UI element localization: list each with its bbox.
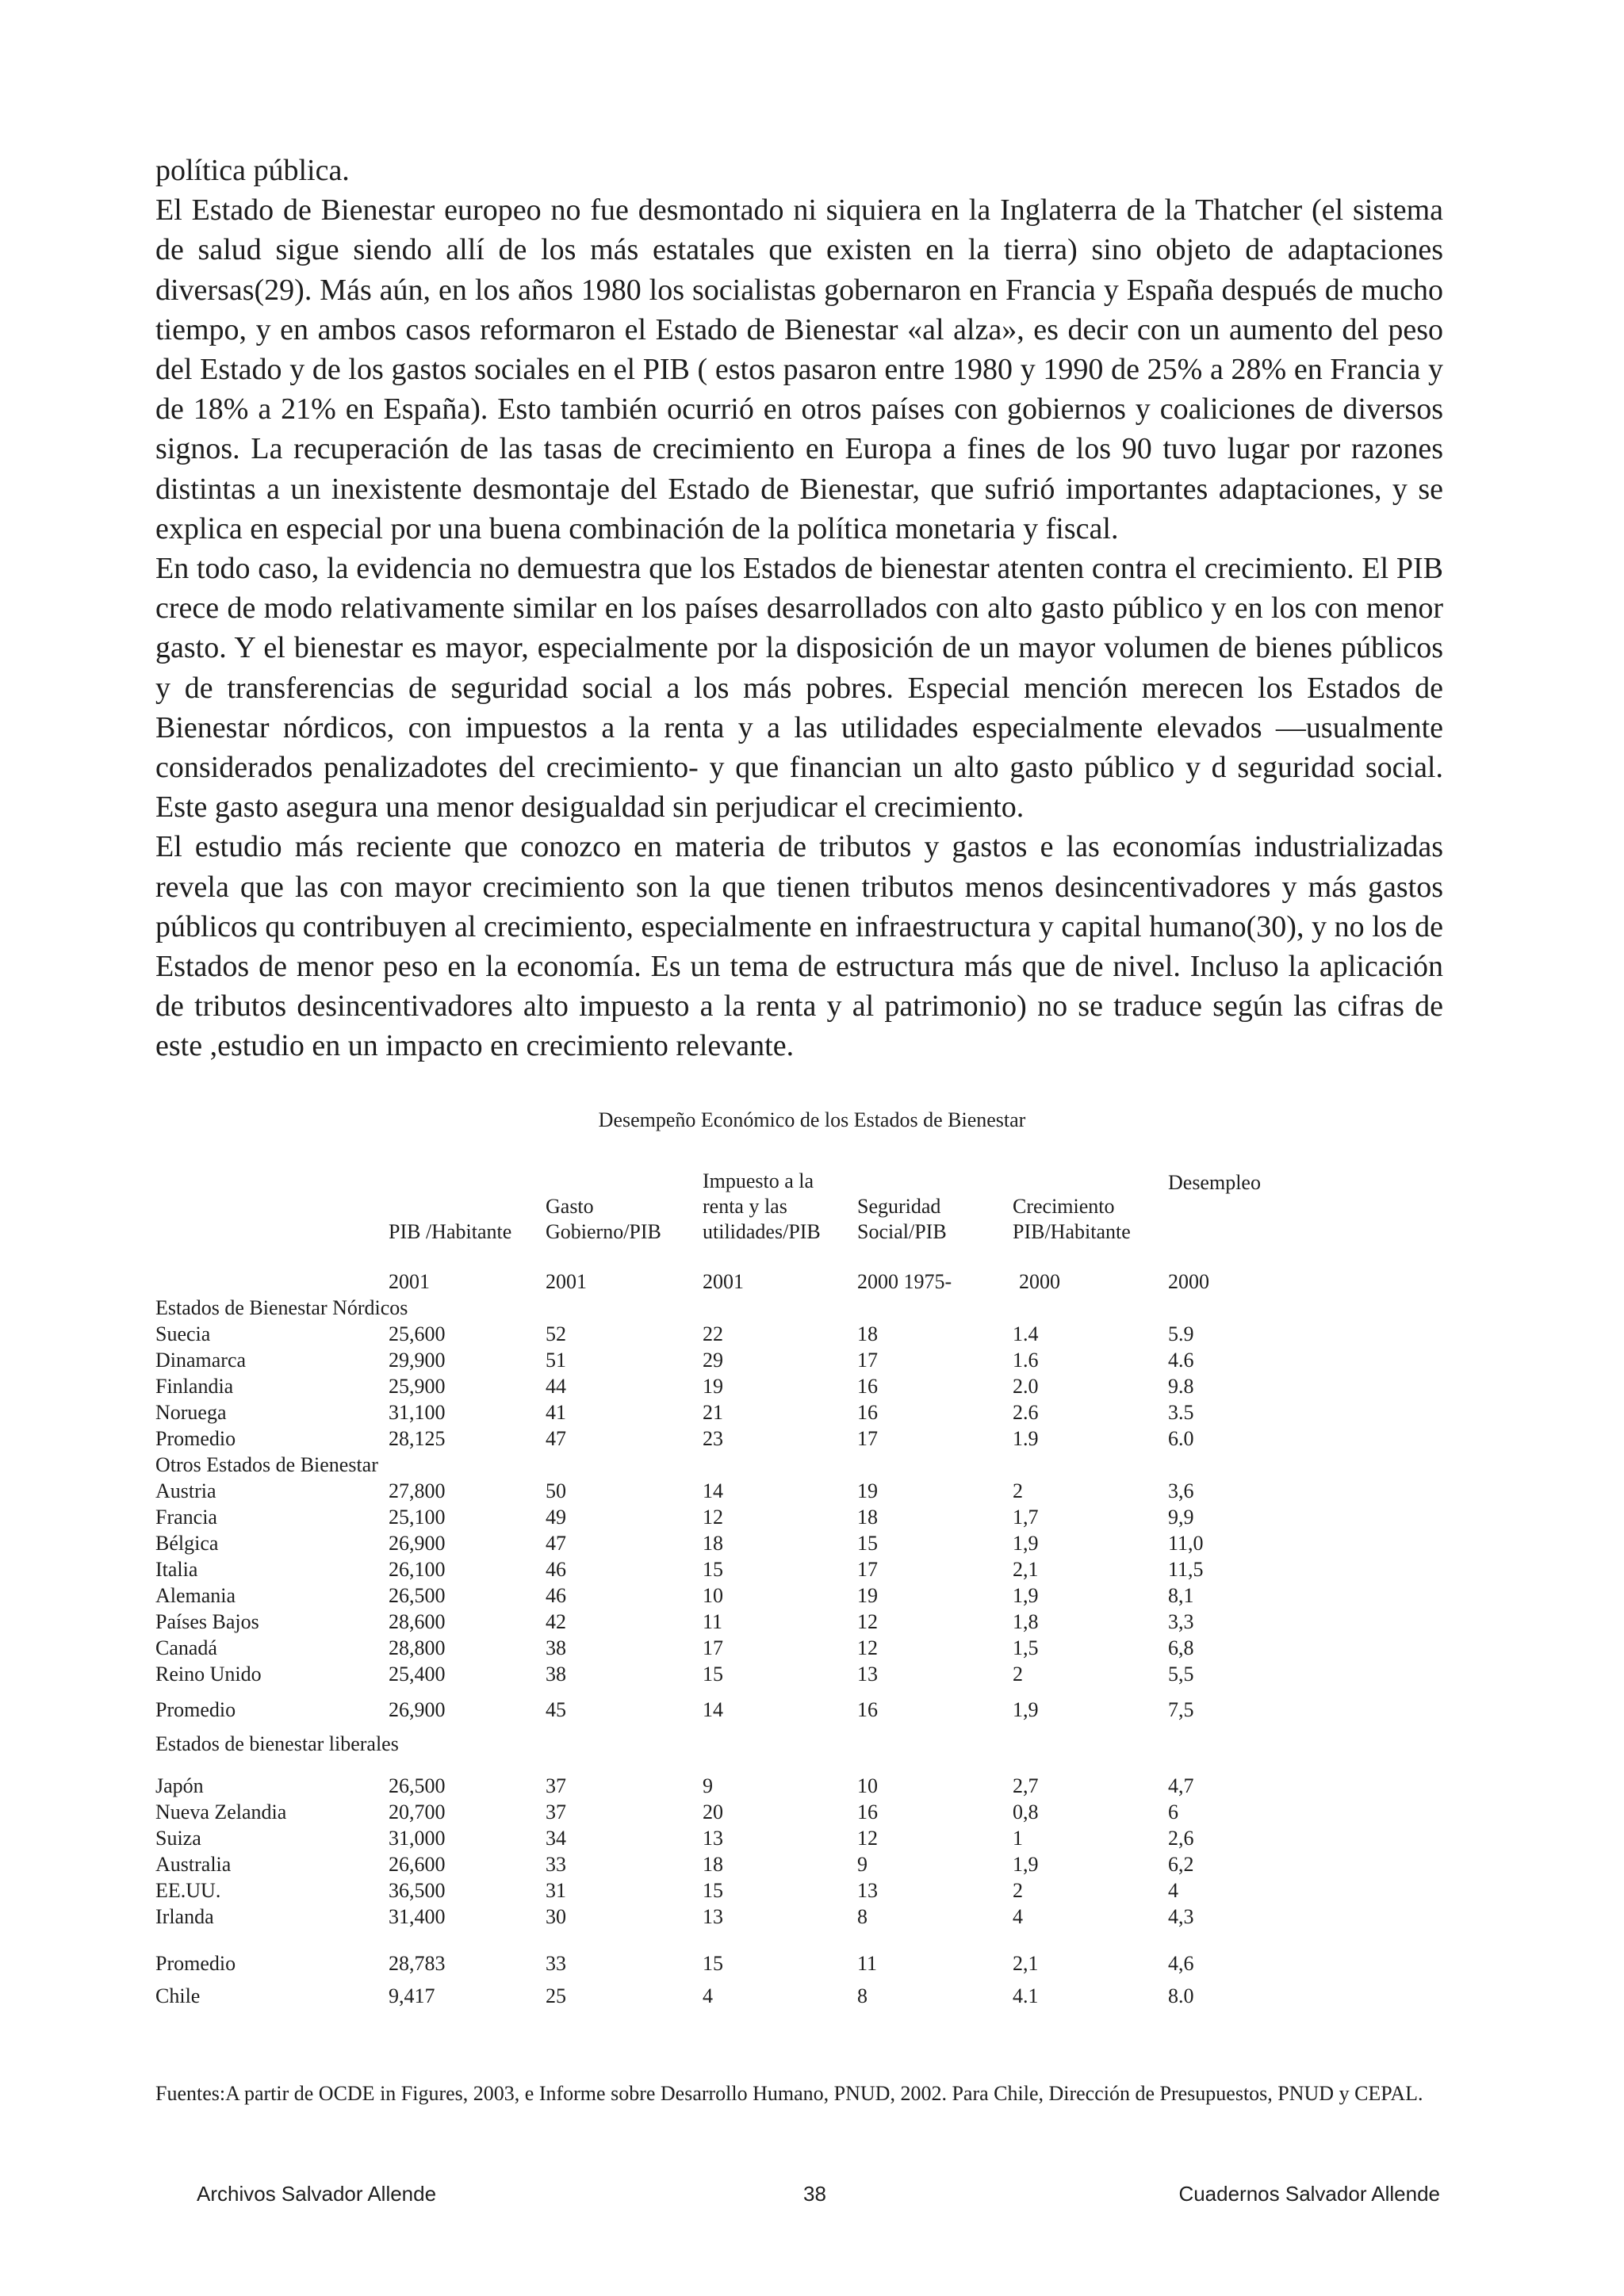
table-cell: 4 [1013, 1905, 1023, 1928]
table-row [155, 1661, 1456, 1687]
table-cell: 26,600 [389, 1853, 446, 1876]
table-cell: 1,5 [1013, 1636, 1039, 1659]
table-cell: 2 [1013, 1879, 1023, 1902]
header-gasto-text: Gasto Gobierno/PIB [546, 1195, 661, 1243]
table-row [155, 1851, 1456, 1877]
table-cell: 8 [857, 1905, 868, 1928]
table-cell: 34 [546, 1827, 566, 1850]
table-cell: 18 [703, 1853, 723, 1876]
section-heading: Otros Estados de Bienestar [155, 1453, 378, 1476]
table-cell: 27,800 [389, 1479, 446, 1502]
table-cell: 15 [703, 1663, 723, 1686]
table-cell: 30 [546, 1905, 566, 1928]
table-cell: 46 [546, 1584, 566, 1607]
table-row [155, 1373, 1456, 1399]
row-label: Francia [155, 1506, 217, 1529]
row-label: Países Bajos [155, 1610, 259, 1633]
table-cell: 2,6 [1168, 1827, 1194, 1850]
table-cell: 1,9 [1013, 1584, 1039, 1607]
header-desempleo [1168, 1170, 1261, 1196]
table-cell: 23 [703, 1427, 723, 1450]
table-cell: 6,8 [1168, 1636, 1194, 1659]
table-row [155, 1904, 1456, 1930]
row-label: EE.UU. [155, 1879, 221, 1902]
table-cell: 17 [857, 1349, 878, 1372]
row-label: Irlanda [155, 1905, 214, 1928]
table-cell: 11 [703, 1610, 723, 1633]
table-cell: 1.6 [1013, 1349, 1039, 1372]
table-cell: 13 [857, 1879, 878, 1902]
table-cell: 8.0 [1168, 1984, 1194, 2007]
year-cell: 2000 1975- [857, 1270, 952, 1293]
table-cell: 22 [703, 1322, 723, 1345]
row-label: Chile [155, 1984, 201, 2007]
table-row [155, 1530, 1456, 1556]
row-label: Nueva Zelandia [155, 1800, 287, 1823]
table-cell: 2.6 [1013, 1401, 1039, 1424]
table-cell: 16 [857, 1800, 878, 1823]
table-cell: 1.4 [1013, 1322, 1039, 1345]
row-label: Dinamarca [155, 1349, 247, 1372]
row-label: Japón [155, 1774, 204, 1797]
paragraph-2: El Estado de Bienestar europeo no fue desmontado ni siquiera en la Inglaterra de la Thatcher (el sistema de salud sigue siendo allí de los más estatales que existen en la tierra) sino objeto de adaptaciones diversas(29). Más aún, en los años 1980 los socialistas gobernaron en Francia y España después de mucho tiempo, y en ambos casos reformaron el Estado de Bienestar «al alza», es decir con un aumento del peso del Estado y de los gastos sociales en el PIB ( estos pasaron entre 1980 y 1990 de 25% a 28% en Francia y de 18% a 21% en España). Esto también ocurrió en otros países con gobiernos y coaliciones de diversos signos. La recuperación de las tasas de crecimiento en Europa a fines de los 90 tuvo lugar por razones distintas a un inexistente desmontaje del Estado de Bienestar, que sufrió importantes adaptaciones, y se explica en especial por una buena combinación de la política monetaria y fiscal. [155, 193, 1443, 545]
table-cell: 1 [1013, 1827, 1023, 1850]
table-cell: 15 [703, 1558, 723, 1581]
table-cell: 46 [546, 1558, 566, 1581]
table-row [155, 1478, 1456, 1504]
header-pib: PIB /Habitante [389, 1220, 512, 1243]
table-cell: 2,1 [1013, 1952, 1039, 1975]
year-cell: 2001 [389, 1270, 430, 1293]
header-seguridad [857, 1194, 947, 1245]
table-cell: 1,8 [1013, 1610, 1039, 1633]
table-cell: 3,3 [1168, 1610, 1194, 1633]
table-cell: 1,9 [1013, 1532, 1039, 1555]
row-label: Reino Unido [155, 1663, 262, 1686]
table-cell: 4 [703, 1984, 713, 2007]
table-cell: 29 [703, 1349, 723, 1372]
table-row [155, 1609, 1456, 1635]
header-desempleo-text: Desempleo [1168, 1171, 1261, 1194]
table-cell: 12 [857, 1610, 878, 1633]
header-seguridad-text: Seguridad Social/PIB [857, 1195, 947, 1243]
table-cell: 15 [703, 1952, 723, 1975]
table-cell: 33 [546, 1952, 566, 1975]
sources-note: Fuentes:A partir de OCDE in Figures, 2003, e Informe sobre Desarrollo Humano, PNUD, 2002. Para Chile, Dirección de Presupuestos, PNUD y CEPAL. [155, 2082, 1423, 2105]
paragraph-3: En todo caso, la evidencia no demuestra que los Estados de bienestar atenten contra el crecimiento. El PIB crece de modo relativamente similar en los países desarrollados con alto gasto público y en los con menor gasto. Y el bienestar es mayor, especialmente por la disposición de un mayor volumen de bienes públicos y de transferencias de seguridad social a los más pobres. Especial mención merecen los Estados de Bienestar nórdicos, con impuestos a la renta y a las utilidades especialmente elevados —usualmente considerados penalizadotes del crecimiento- y que financian un alto gasto público y d seguridad social. Este gasto asegura una menor desigualdad sin perjudicar el crecimiento. [155, 552, 1443, 825]
table-cell: 18 [857, 1322, 878, 1345]
table-cell: 28,600 [389, 1610, 446, 1633]
table-cell: 17 [857, 1558, 878, 1581]
row-label: Promedio [155, 1427, 236, 1450]
table-cell: 18 [703, 1532, 723, 1555]
year-row [155, 1269, 1456, 1295]
table-cell: 16 [857, 1375, 878, 1398]
row-label: Finlandia [155, 1375, 234, 1398]
table-cell: 9 [857, 1853, 868, 1876]
table-cell: 2.0 [1013, 1375, 1039, 1398]
table-cell: 11,5 [1168, 1558, 1204, 1581]
table-cell: 29,900 [389, 1349, 446, 1372]
table-cell: 10 [703, 1584, 723, 1607]
table-cell: 1,9 [1013, 1853, 1039, 1876]
table-cell: 3.5 [1168, 1401, 1194, 1424]
table-cell: 14 [703, 1479, 723, 1502]
table-cell: 17 [857, 1427, 878, 1450]
table-cell: 3,6 [1168, 1479, 1194, 1502]
paragraph-4: El estudio más reciente que conozco en materia de tributos y gastos e las economías industrializadas revela que las con mayor crecimiento son la que tienen tributos menos desincentivadores y más gastos públicos qu contribuyen al crecimiento, especialmente en infraestructura y capital humano(30), y no los de Estados de menor peso en la economía. Es un tema de estructura más que de nivel. Incluso la aplicación de tributos desincentivadores alto impuesto a la renta y al patrimonio) no se traduce según las cifras de este ,estudio en un impacto en crecimiento relevante. [155, 830, 1443, 1063]
row-label: Promedio [155, 1698, 236, 1721]
table-row [155, 1825, 1456, 1851]
table-cell: 28,783 [389, 1952, 446, 1975]
table-cell: 16 [857, 1698, 878, 1721]
table-cell: 18 [857, 1506, 878, 1529]
table-cell: 33 [546, 1853, 566, 1876]
table-cell: 37 [546, 1774, 566, 1797]
header-crecimiento-text: Crecimiento PIB/Habitante [1013, 1195, 1131, 1243]
table-header [155, 1145, 1456, 1245]
table-cell: 45 [546, 1698, 566, 1721]
table-cell: 0,8 [1013, 1800, 1039, 1823]
table-cell: 12 [857, 1827, 878, 1850]
row-label: Noruega [155, 1401, 227, 1424]
table-row [155, 1635, 1456, 1661]
table-cell: 1.9 [1013, 1427, 1039, 1450]
table-cell: 12 [857, 1636, 878, 1659]
table-cell: 25,900 [389, 1375, 446, 1398]
table-cell: 6 [1168, 1800, 1178, 1823]
table-cell: 10 [857, 1774, 878, 1797]
row-label: Suecia [155, 1322, 211, 1345]
header-impuesto [703, 1169, 821, 1245]
table-cell: 1,9 [1013, 1698, 1039, 1721]
table-cell: 9 [703, 1774, 713, 1797]
table-cell: 25,600 [389, 1322, 446, 1345]
table-cell: 4.6 [1168, 1349, 1194, 1372]
table-cell: 42 [546, 1610, 566, 1633]
year-cell: 2000 [1019, 1270, 1060, 1293]
table-row [155, 1983, 1456, 2009]
table-cell: 52 [546, 1322, 566, 1345]
table-cell: 13 [703, 1827, 723, 1850]
table-row [155, 1697, 1456, 1723]
row-label: Bélgica [155, 1532, 219, 1555]
table-cell: 2 [1013, 1479, 1023, 1502]
table-cell: 8 [857, 1984, 868, 2007]
table-cell: 47 [546, 1532, 566, 1555]
table-cell: 15 [703, 1879, 723, 1902]
table-cell: 14 [703, 1698, 723, 1721]
table-cell: 50 [546, 1479, 566, 1502]
table-cell: 13 [703, 1905, 723, 1928]
table-cell: 31 [546, 1879, 566, 1902]
table-cell: 36,500 [389, 1879, 446, 1902]
table-cell: 16 [857, 1401, 878, 1424]
table-cell: 31,100 [389, 1401, 446, 1424]
table-cell: 38 [546, 1636, 566, 1659]
table-cell: 26,100 [389, 1558, 446, 1581]
row-label: Suiza [155, 1827, 201, 1850]
table-cell: 9,417 [389, 1984, 435, 2007]
table-cell: 11 [857, 1952, 878, 1975]
table-cell: 8,1 [1168, 1584, 1194, 1607]
table-cell: 6.0 [1168, 1427, 1194, 1450]
table-cell: 28,800 [389, 1636, 446, 1659]
table-cell: 28,125 [389, 1427, 446, 1450]
table-row [155, 1425, 1456, 1452]
table-cell: 2,1 [1013, 1558, 1039, 1581]
table-cell: 21 [703, 1401, 723, 1424]
section-heading: Estados de bienestar liberales [155, 1732, 399, 1755]
table-row [155, 1399, 1456, 1425]
table-cell: 37 [546, 1800, 566, 1823]
table-cell: 9,9 [1168, 1506, 1194, 1529]
row-label: Australia [155, 1853, 232, 1876]
table-cell: 19 [857, 1479, 878, 1502]
table-body [155, 1295, 1456, 2009]
table-cell: 31,400 [389, 1905, 446, 1928]
footer-left: Archivos Salvador Allende [197, 2182, 437, 2206]
table-cell: 6,2 [1168, 1853, 1194, 1876]
welfare-table [155, 1145, 1456, 2009]
table-row [155, 1582, 1456, 1609]
table-cell: 41 [546, 1401, 566, 1424]
header-impuesto-text: Impuesto a la renta y las utilidades/PIB [703, 1169, 821, 1243]
table-cell: 20,700 [389, 1800, 446, 1823]
table-cell: 19 [703, 1375, 723, 1398]
header-gasto [546, 1194, 661, 1245]
row-label: Alemania [155, 1584, 236, 1607]
table-row [155, 1504, 1456, 1530]
table-cell: 2 [1013, 1663, 1023, 1686]
table-cell: 4 [1168, 1879, 1178, 1902]
table-cell: 47 [546, 1427, 566, 1450]
table-row [155, 1773, 1456, 1799]
table-row [155, 1877, 1456, 1904]
table-row [155, 1950, 1456, 1976]
paragraph-1: política pública. [155, 154, 350, 187]
table-cell: 51 [546, 1349, 566, 1372]
row-label: Italia [155, 1558, 198, 1581]
year-cell: 2001 [546, 1270, 587, 1293]
body-text [155, 151, 1443, 1066]
footer-right: Cuadernos Salvador Allende [1178, 2182, 1440, 2206]
table-cell: 17 [703, 1636, 723, 1659]
table-cell: 5,5 [1168, 1663, 1194, 1686]
table-cell: 2,7 [1013, 1774, 1039, 1797]
table-cell: 15 [857, 1532, 878, 1555]
table-cell: 12 [703, 1506, 723, 1529]
table-cell: 1,7 [1013, 1506, 1039, 1529]
table-cell: 49 [546, 1506, 566, 1529]
page-footer [0, 2182, 1624, 2214]
table-cell: 5.9 [1168, 1322, 1194, 1345]
header-crecimiento [1013, 1194, 1131, 1245]
table-cell: 11,0 [1168, 1532, 1204, 1555]
table-cell: 26,900 [389, 1698, 446, 1721]
table-cell: 26,900 [389, 1532, 446, 1555]
table-cell: 26,500 [389, 1774, 446, 1797]
table-cell: 44 [546, 1375, 566, 1398]
section-heading: Estados de Bienestar Nórdicos [155, 1296, 408, 1319]
table-cell: 25,400 [389, 1663, 446, 1686]
table-cell: 4,6 [1168, 1952, 1194, 1975]
table-title: Desempeño Económico de los Estados de Bienestar [598, 1108, 1026, 1131]
table-cell: 7,5 [1168, 1698, 1194, 1721]
table-cell: 25,100 [389, 1506, 446, 1529]
table-row [155, 1556, 1456, 1582]
row-label: Promedio [155, 1952, 236, 1975]
table-cell: 13 [857, 1663, 878, 1686]
table-cell: 4,7 [1168, 1774, 1194, 1797]
page-number: 38 [803, 2182, 826, 2206]
table-row [155, 1347, 1456, 1373]
row-label: Austria [155, 1479, 216, 1502]
row-label: Canadá [155, 1636, 217, 1659]
table-row [155, 1321, 1456, 1347]
table-cell: 4.1 [1013, 1984, 1039, 2007]
table-row [155, 1799, 1456, 1825]
year-cell: 2000 [1168, 1270, 1209, 1293]
table-cell: 26,500 [389, 1584, 446, 1607]
table-cell: 4,3 [1168, 1905, 1194, 1928]
table-cell: 19 [857, 1584, 878, 1607]
table-cell: 38 [546, 1663, 566, 1686]
table-cell: 9.8 [1168, 1375, 1194, 1398]
year-cell: 2001 [703, 1270, 744, 1293]
table-cell: 31,000 [389, 1827, 446, 1850]
table-cell: 20 [703, 1800, 723, 1823]
table-cell: 25 [546, 1984, 566, 2007]
